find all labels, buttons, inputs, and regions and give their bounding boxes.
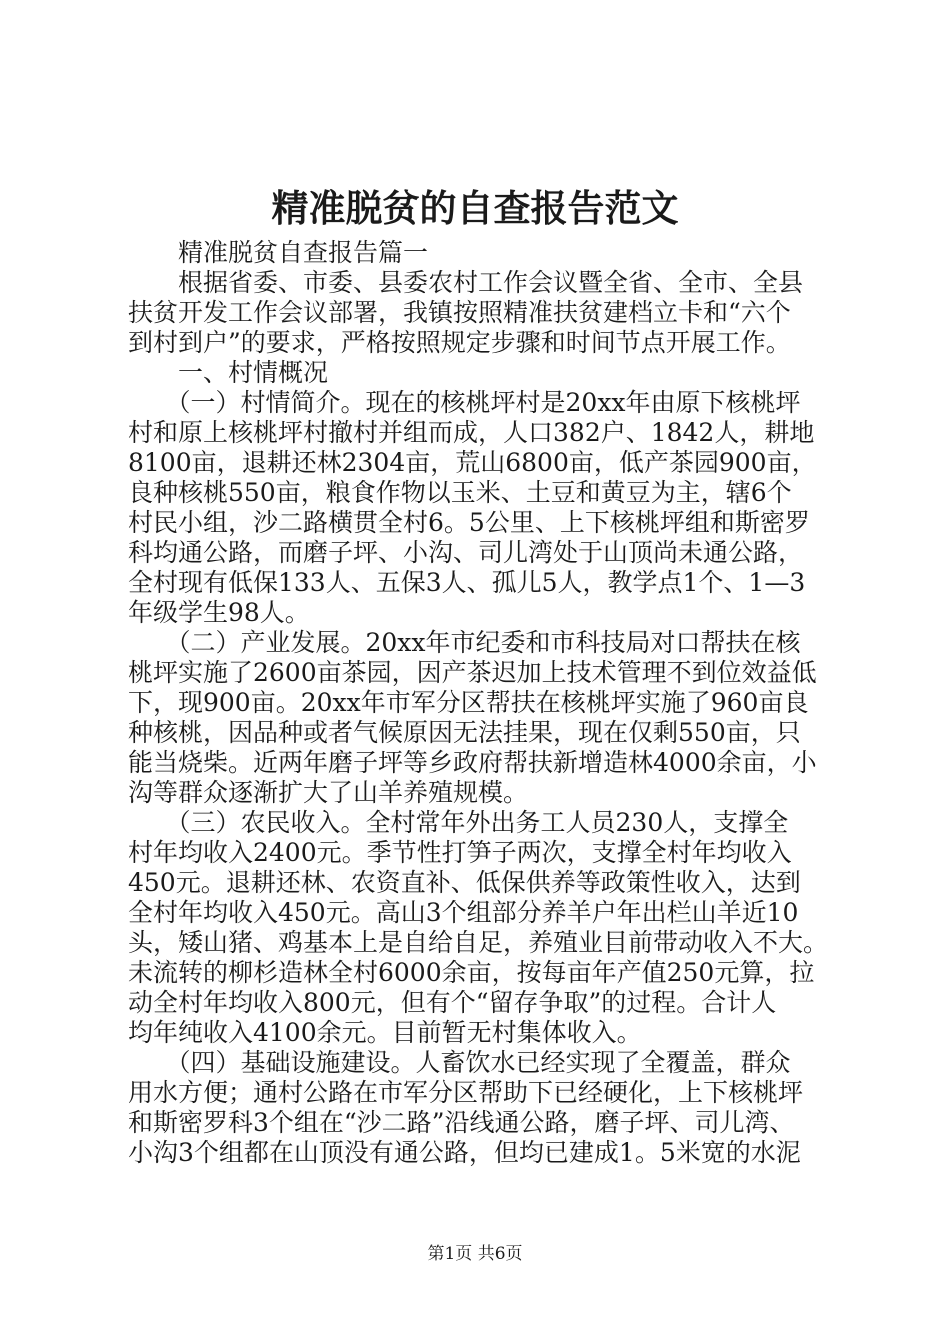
body-line: （二）产业发展。20xx年市纪委和市科技局对口帮扶在核 <box>128 628 801 657</box>
body-line: 头，矮山猪、鸡基本上是自给自足，养殖业目前带动收入不大。 <box>128 928 829 957</box>
body-line: 用水方便；通村公路在市军分区帮助下已经硬化，上下核桃坪 <box>128 1078 804 1107</box>
body-line: 沟等群众逐渐扩大了山羊养殖规模。 <box>128 778 529 807</box>
body-line: 根据省委、市委、县委农村工作会议暨全省、全市、全县 <box>128 268 804 297</box>
body-line: 扶贫开发工作会议部署，我镇按照精准扶贫建档立卡和“六个 <box>128 298 791 327</box>
document-body <box>128 238 832 1168</box>
body-line: 下，现900亩。20xx年市军分区帮扶在核桃坪实施了960亩良 <box>128 688 809 717</box>
body-line: 村民小组，沙二路横贯全村6。5公里、上下核桃坪组和斯密罗 <box>128 508 810 537</box>
body-line: 一、村情概况 <box>128 358 329 387</box>
body-line: 均年纯收入4100余元。目前暂无村集体收入。 <box>128 1018 642 1047</box>
body-line: 桃坪实施了2600亩茶园，因产茶迟加上技术管理不到位效益低 <box>128 658 817 687</box>
body-line: （一）村情简介。现在的核桃坪村是20xx年由原下核桃坪 <box>128 388 801 417</box>
body-line: （三）农民收入。全村常年外出务工人员230人，支撑全 <box>128 808 789 837</box>
body-line: 未流转的柳杉造林全村6000余亩，按每亩年产值250元算，拉 <box>128 958 815 987</box>
body-line: 村和原上核桃坪村撤村并组而成，人口382户、1842人，耕地 <box>128 418 815 447</box>
body-line: 种核桃，因品种或者气候原因无法挂果，现在仅剩550亩，只 <box>128 718 801 747</box>
page-footer: 第1页 共6页 <box>427 1244 523 1264</box>
body-line: 年级学生98人。 <box>128 598 310 627</box>
body-line: 精准脱贫自查报告篇一 <box>128 238 429 267</box>
body-line: 科均通公路，而磨子坪、小沟、司儿湾处于山顶尚未通公路， <box>128 538 804 567</box>
body-line: 能当烧柴。近两年磨子坪等乡政府帮扶新增造林4000余亩，小 <box>128 748 817 777</box>
document-title: 精准脱贫的自查报告范文 <box>271 186 679 230</box>
body-line: 小沟3个组都在山顶没有通公路，但均已建成1。5米宽的水泥 <box>128 1138 801 1167</box>
body-line: （四）基础设施建设。人畜饮水已经实现了全覆盖，群众 <box>128 1048 791 1077</box>
body-line: 到村到户”的要求，严格按照规定步骤和时间节点开展工作。 <box>128 328 791 357</box>
body-line: 450元。退耕还林、农资直补、低保供养等政策性收入，达到 <box>128 868 801 897</box>
body-line: 和斯密罗科3个组在“沙二路”沿线通公路，磨子坪、司儿湾、 <box>128 1108 795 1137</box>
body-line: 村年均收入2400元。季节性打笋子两次，支撑全村年均收入 <box>128 838 792 867</box>
body-line: 8100亩，退耕还林2304亩，荒山6800亩，低产茶园900亩， <box>128 448 817 477</box>
body-line: 全村现有低保133人、五保3人、孤儿5人，教学点1个、1—3 <box>128 568 806 597</box>
body-line: 动全村年均收入800元，但有个“留存争取”的过程。合计人 <box>128 988 777 1017</box>
body-line: 全村年均收入450元。高山3个组部分养羊户年出栏山羊近10 <box>128 898 799 927</box>
body-line: 良种核桃550亩，粮食作物以玉米、土豆和黄豆为主，辖6个 <box>128 478 792 507</box>
